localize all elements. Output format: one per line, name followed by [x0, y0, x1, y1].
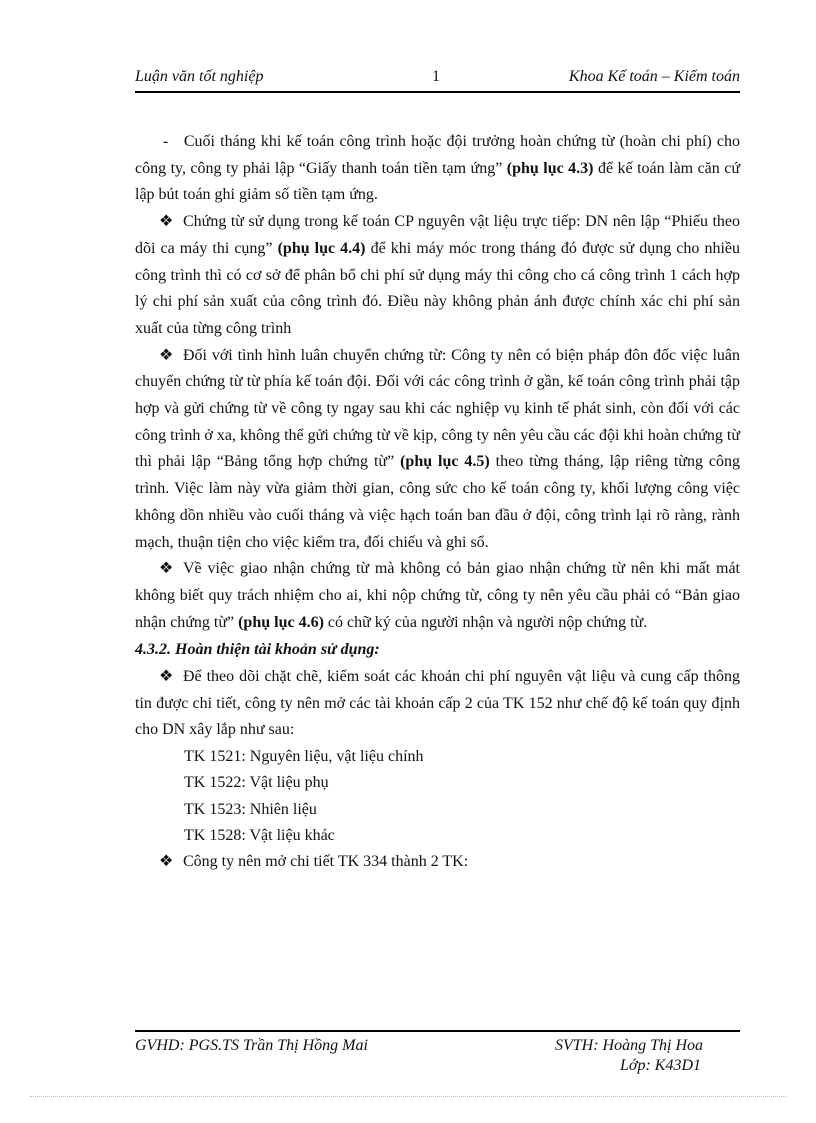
- account-item: TK 1523: Nhiên liệu: [184, 800, 317, 818]
- account-item: TK 1521: Nguyên liệu, vật liệu chính: [184, 748, 424, 766]
- appendix-ref: (phụ lục 4.4): [277, 239, 366, 257]
- dash-paragraph: [135, 129, 740, 209]
- account-item: TK 1528: Vật liệu khác: [184, 827, 335, 845]
- page-number: 1: [432, 68, 440, 85]
- bullet-paragraph: [135, 556, 740, 636]
- header-rule: [135, 91, 740, 93]
- paragraph-text: có chữ ký của người nhận và người nộp chứng từ.: [323, 613, 648, 631]
- paragraph-text: Để theo dõi chặt chẽ, kiểm soát các khoản chi phí nguyên vật liệu và cung cấp thông tin được chi tiết, công ty nên mở các tài khoản cấp 2 của TK 152 như chế độ kế toán quy định cho DN xây lắp như sau:: [135, 668, 740, 739]
- dash-marker: -: [163, 133, 169, 150]
- appendix-ref: (phụ lục 4.6): [238, 613, 324, 631]
- document-body: [135, 129, 740, 876]
- diamond-bullet-icon: ❖: [159, 213, 174, 231]
- class-label: Lớp: K43D1: [620, 1057, 701, 1074]
- diamond-bullet-icon: ❖: [159, 668, 174, 686]
- supervisor-label: GVHD: PGS.TS Trần Thị Hồng Mai: [135, 1037, 368, 1054]
- paragraph-text: theo từng tháng, lập riêng từng công trình. Việc làm này vừa giảm thời gian, công sức cho kế toán công ty, khối lượng công việc không dồn nhiều vào cuối tháng và việc hạch toán ban đầu ở đội, công trình lại rõ ràng, rành mạch, thuận tiện cho việc kiểm tra, đối chiếu và ghi sổ.: [135, 453, 741, 551]
- diamond-bullet-icon: ❖: [159, 853, 174, 871]
- student-label: SVTH: Hoàng Thị Hoa: [555, 1037, 704, 1054]
- paragraph-text: Về việc giao nhận chứng từ mà không có bản giao nhận chứng từ nên khi mất mát không biết quy trách nhiệm cho ai, khi nộp chứng từ, công ty nên yêu cầu phải có “Bản giao nhận chứng từ”: [135, 560, 740, 631]
- bullet-paragraph: [135, 209, 740, 343]
- paragraph-text: Cuối tháng khi kế toán công trình hoặc đội trưởng hoàn chứng từ (hoàn chi phí) cho công ty, công ty phải lập “Giấy thanh toán tiền tạm ứng”: [135, 133, 741, 177]
- paragraph-text: để kế toán làm căn cứ lập bút toán ghi giảm số tiền tạm ứng.: [135, 159, 741, 204]
- section-heading: 4.3.2. Hoàn thiện tài khoản sử dụng:: [135, 641, 380, 659]
- paragraph-text: Công ty nên mở chi tiết TK 334 thành 2 TK:: [183, 853, 469, 871]
- page-header: [135, 68, 740, 90]
- department-label: Khoa Kế toán – Kiểm toán: [568, 68, 740, 85]
- paragraph-text: để khi máy móc trong tháng đó được sử dụng cho nhiều công trình thì có cơ sở để phân bổ chi phí sử dụng máy thi công cho cá công trình 1 cách hợp lý chi phí sản xuất của công trình đó. Điều này không phản ánh được chính xác chi phí sản xuất của từng công trình: [135, 239, 740, 337]
- paragraph-text: Đối với tình hình luân chuyển chứng từ: Công ty nên có biện pháp đôn đốc việc luân chuyển chứng từ từ phía kế toán đội. Đối với các công trình ở gần, kế toán công trình phải tập hợp và gửi chứng từ về công ty ngay sau khi các nghiệp vụ kinh tế phát sinh, còn đối với các công trình ở xa, không thể gửi chứng từ về kịp, công ty nên yêu cầu các đội khi hoàn chứng từ thì phải lập “Bảng tổng hợp chứng từ”: [135, 346, 740, 471]
- bullet-paragraph: [135, 664, 740, 744]
- bullet-paragraph: [135, 849, 740, 876]
- thesis-label: Luận văn tốt nghiệp: [135, 68, 264, 85]
- footer-rule: [135, 1030, 740, 1032]
- diamond-bullet-icon: ❖: [159, 346, 174, 364]
- diamond-bullet-icon: ❖: [159, 560, 174, 578]
- page-bottom-border: [30, 1096, 786, 1097]
- bullet-paragraph: [135, 343, 740, 557]
- account-item: TK 1522: Vật liệu phụ: [184, 774, 329, 792]
- paragraph-text: Chứng từ sử dụng trong kế toán CP nguyên vật liệu trực tiếp: DN nên lập “Phiếu theo dõi ca máy thi cụng”: [135, 213, 740, 257]
- appendix-ref: (phụ lục 4.5): [400, 453, 490, 471]
- appendix-ref: (phụ lục 4.3): [506, 159, 594, 177]
